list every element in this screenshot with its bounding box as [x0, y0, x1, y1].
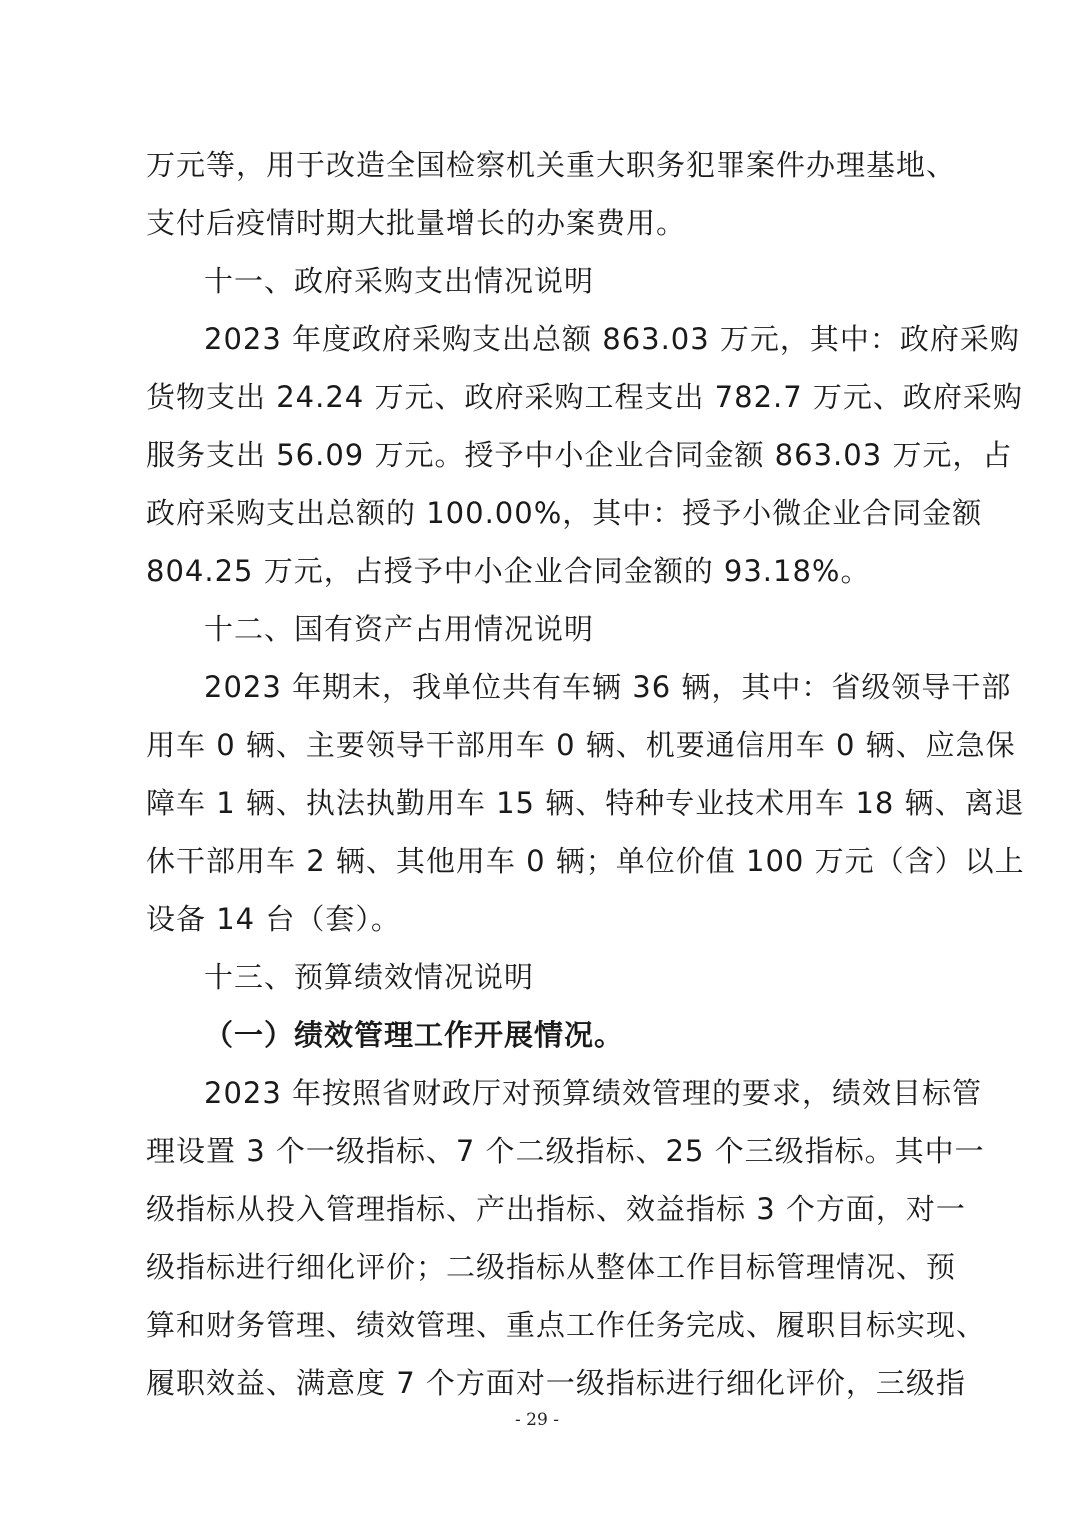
paragraph-line: 设备 14 台（套）。 — [146, 902, 401, 936]
page-number: - 29 - — [515, 1410, 559, 1430]
paragraph-line: 2023 年度政府采购支出总额 863.03 万元，其中：政府采购 — [204, 322, 1020, 356]
paragraph-line: 用车 0 辆、主要领导干部用车 0 辆、机要通信用车 0 辆、应急保 — [146, 728, 1016, 762]
subsection-heading: （一）绩效管理工作开展情况。 — [204, 1018, 625, 1052]
paragraph-line: 算和财务管理、绩效管理、重点工作任务完成、履职目标实现、 — [146, 1308, 987, 1342]
paragraph-line: 理设置 3 个一级指标、7 个二级指标、25 个三级指标。其中一 — [146, 1134, 985, 1168]
document-body — [146, 136, 1025, 1412]
paragraph-line: 服务支出 56.09 万元。授予中小企业合同金额 863.03 万元，占 — [146, 438, 1013, 472]
paragraph-line: 级指标进行细化评价；二级指标从整体工作目标管理情况、预 — [146, 1250, 957, 1284]
section-heading-11: 十一、政府采购支出情况说明 — [204, 264, 595, 298]
paragraph-line: 政府采购支出总额的 100.00%，其中：授予小微企业合同金额 — [146, 496, 983, 530]
paragraph-line: 支付后疫情时期大批量增长的办案费用。 — [146, 206, 687, 240]
section-heading-12: 十二、国有资产占用情况说明 — [204, 612, 595, 646]
paragraph-line: 级指标从投入管理指标、产出指标、效益指标 3 个方面，对一 — [146, 1192, 966, 1226]
paragraph-line: 2023 年按照省财政厅对预算绩效管理的要求，绩效目标管 — [204, 1076, 983, 1110]
paragraph-line: 障车 1 辆、执法执勤用车 15 辆、特种专业技术用车 18 辆、离退 — [146, 786, 1025, 820]
section-heading-13: 十三、预算绩效情况说明 — [204, 960, 535, 994]
paragraph-line: 万元等，用于改造全国检察机关重大职务犯罪案件办理基地、 — [146, 148, 957, 182]
paragraph-line: 货物支出 24.24 万元、政府采购工程支出 782.7 万元、政府采购 — [146, 380, 1023, 414]
paragraph-line: 履职效益、满意度 7 个方面对一级指标进行细化评价，三级指 — [146, 1366, 966, 1400]
paragraph-line: 休干部用车 2 辆、其他用车 0 辆；单位价值 100 万元（含）以上 — [146, 844, 1025, 878]
paragraph-line: 804.25 万元，占授予中小企业合同金额的 93.18%。 — [146, 554, 871, 588]
paragraph-line: 2023 年期末，我单位共有车辆 36 辆，其中：省级领导干部 — [204, 670, 1012, 704]
